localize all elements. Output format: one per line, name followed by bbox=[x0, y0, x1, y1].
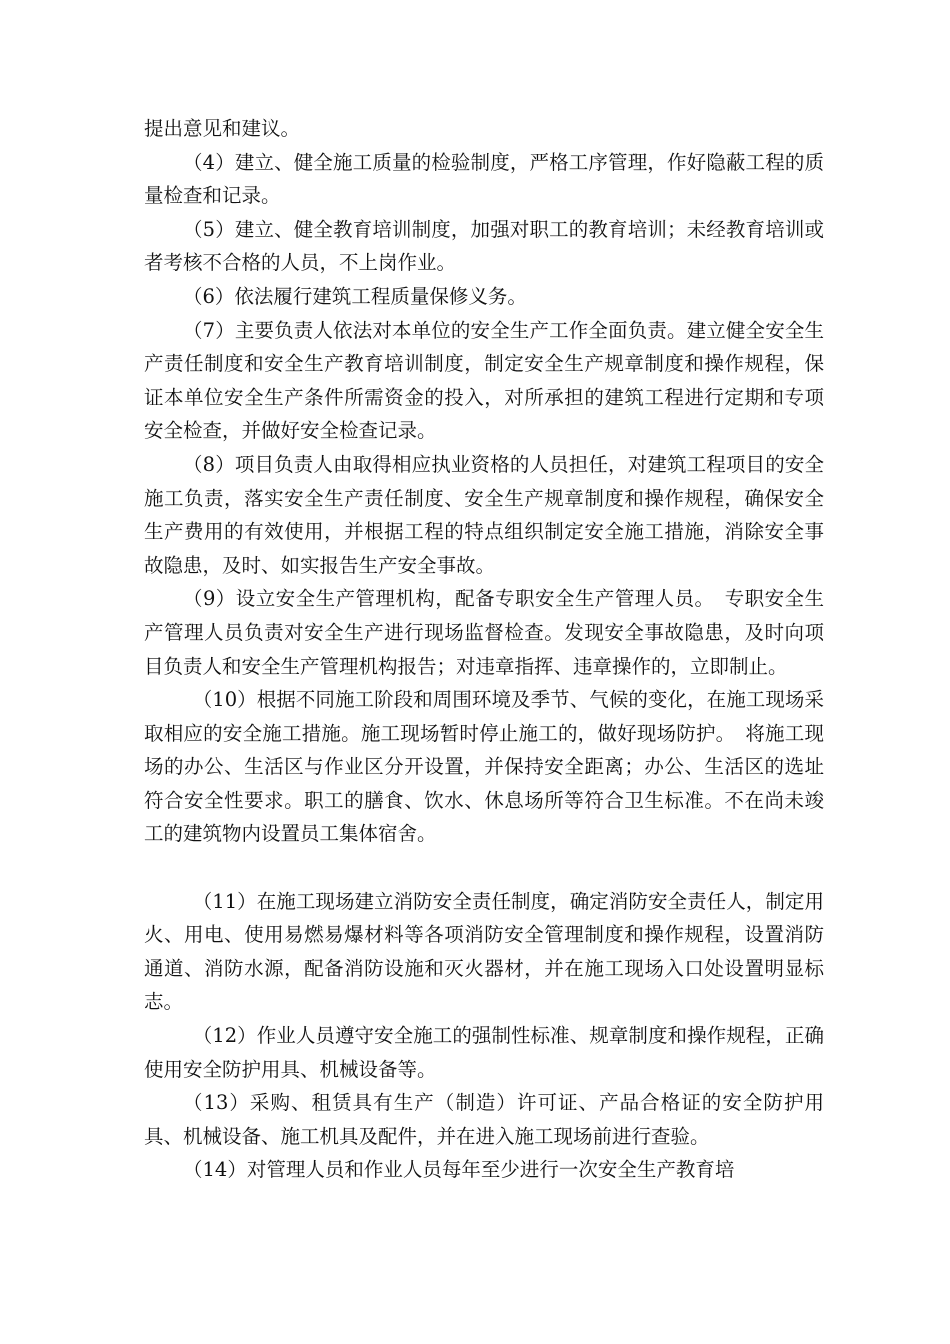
paragraph-item-4: （4）建立、健全施工质量的检验制度，严格工序管理，作好隐蔽工程的质量检查和记录。 bbox=[144, 150, 824, 208]
paragraph-item-12: （12）作业人员遵守安全施工的强制性标准、规章制度和操作规程，正确使用安全防护用具、机械设备等。 bbox=[144, 1024, 824, 1081]
paragraph-item-6: （6）依法履行建筑工程质量保修义务。 bbox=[183, 284, 527, 308]
paragraph-item-5: （5）建立、健全教育培训制度，加强对职工的教育培训；未经教育培训或者考核不合格的人员，不上岗作业。 bbox=[144, 217, 824, 275]
paragraph-item-11: （11）在施工现场建立消防安全责任制度，确定消防安全责任人，制定用火、用电、使用易燃易爆材料等各项消防安全管理制度和操作规程，设置消防通道、消防水源，配备消防设施和灭火器材，并在施工现场入口处设置明显标志。 bbox=[144, 889, 824, 1014]
paragraph-item-10: （10）根据不同施工阶段和周围环境及季节、气候的变化，在施工现场采取相应的安全施工措施。施工现场暂时停止施工的，做好现场防护。 将施工现场的办公、生活区与作业区分开设置，并保持安全距离；办公、生活区的选址符合安全性要求。职工的膳食、饮水、休息场所等符合卫生标准。不在尚未竣工的建筑物内设置员工集体宿舍。 bbox=[144, 688, 824, 846]
paragraph-continuation: 提出意见和建议。 bbox=[144, 117, 301, 140]
paragraph-item-7: （7）主要负责人依法对本单位的安全生产工作全面负责。建立健全安全生产责任制度和安全生产教育培训制度，制定安全生产规章制度和操作规程，保证本单位安全生产条件所需资金的投入，对所承担的建筑工程进行定期和专项安全检查，并做好安全检查记录。 bbox=[144, 318, 824, 443]
paragraph-item-13: （13）采购、租赁具有生产（制造）许可证、产品合格证的安全防护用具、机械设备、施工机具及配件，并在进入施工现场前进行查验。 bbox=[144, 1091, 824, 1148]
paragraph-item-14: （14）对管理人员和作业人员每年至少进行一次安全生产教育培 bbox=[183, 1158, 735, 1182]
document-page bbox=[144, 112, 824, 1187]
paragraph-item-9: （9）设立安全生产管理机构，配备专职安全生产管理人员。 专职安全生产管理人员负责对安全生产进行现场监督检查。发现安全事故隐患，及时向项目负责人和安全生产管理机构报告；对违章指挥、违章操作的，立即制止。 bbox=[144, 587, 824, 678]
paragraph-item-8: （8）项目负责人由取得相应执业资格的人员担任，对建筑工程项目的安全施工负责，落实安全生产责任制度、安全生产规章制度和操作规程，确保安全生产费用的有效使用，并根据工程的特点组织制定安全施工措施，消除安全事故隐患，及时、如实报告生产安全事故。 bbox=[144, 452, 824, 577]
